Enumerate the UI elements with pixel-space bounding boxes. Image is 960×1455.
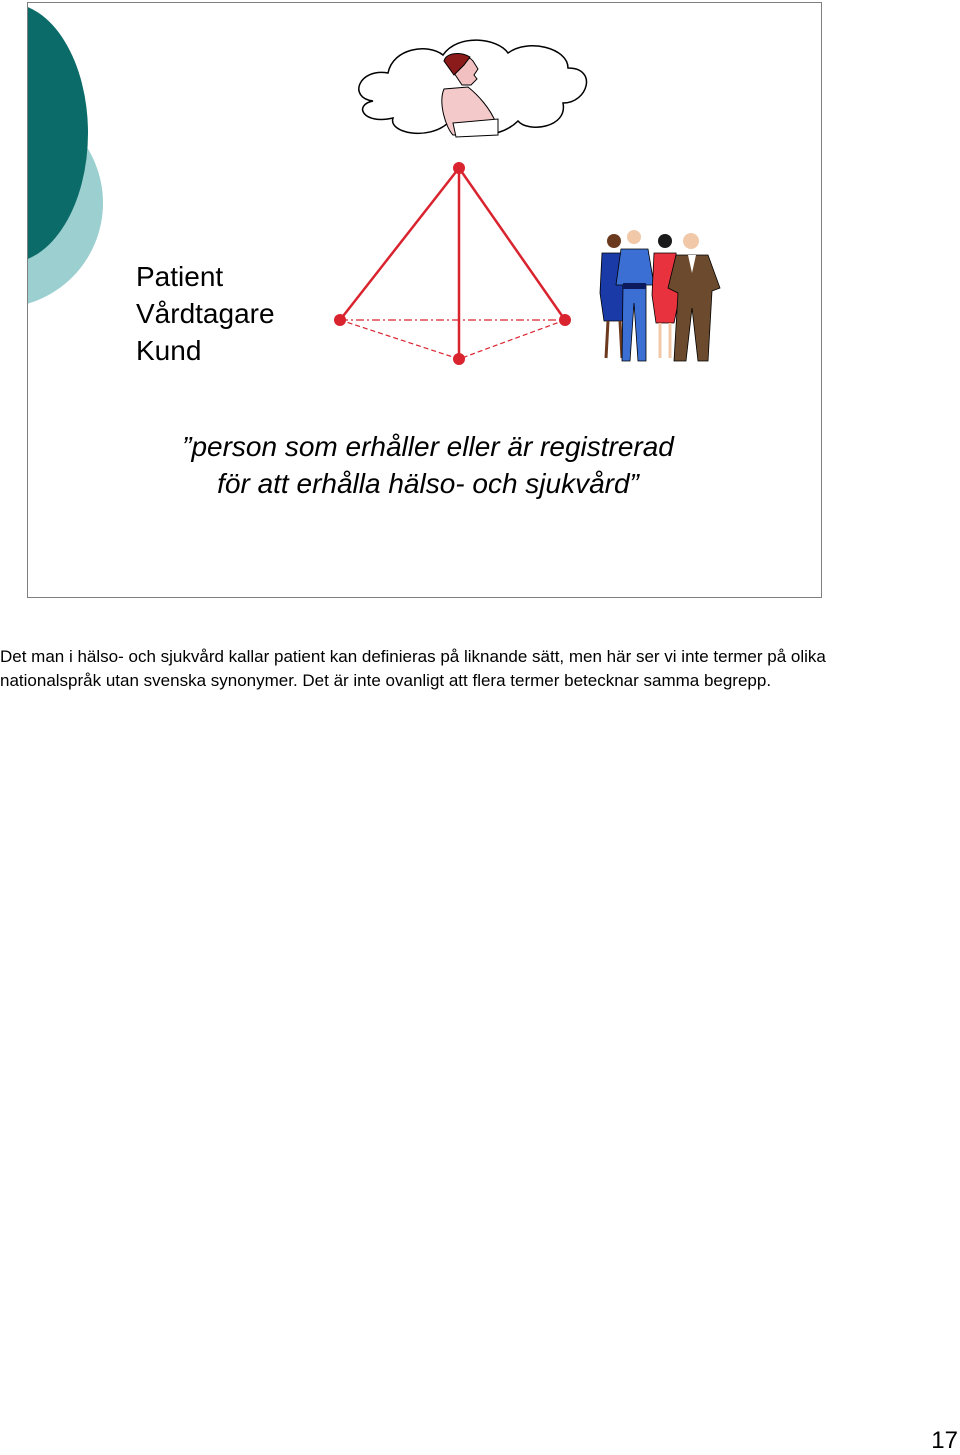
page-number: 17 (931, 1427, 958, 1454)
group-of-people-icon (600, 230, 720, 361)
term-patient: Patient (136, 261, 224, 292)
slide (27, 2, 822, 598)
patient-in-thought-cloud-icon (359, 40, 587, 137)
term-vardtagare: Vårdtagare (136, 298, 275, 329)
definition-quote: ”person som erhåller eller är registrerad för att erhålla hälso- och sjukvård” (182, 431, 674, 499)
notes-text: Det man i hälso- och sjukvård kallar patient kan definieras på liknande sätt, men här ser vi inte termer på olika nationalspråk utan svenska synonymer. Det är inte ovanligt att flera termer betecknar samma begrepp. (0, 647, 826, 690)
concept-triangle-diagram (334, 162, 571, 365)
term-kund: Kund (136, 335, 202, 366)
term-list (136, 258, 275, 369)
